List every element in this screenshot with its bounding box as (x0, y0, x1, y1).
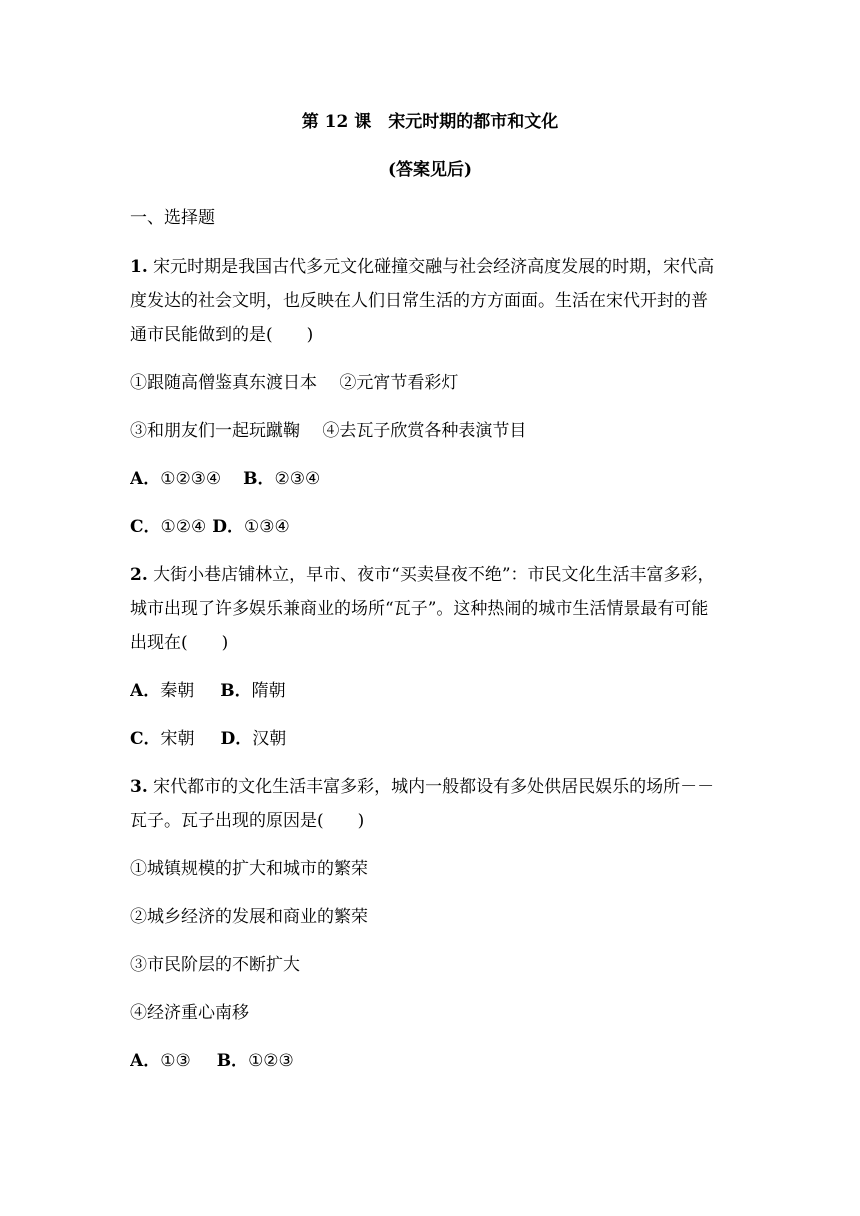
q2-option-a-label: A． (130, 681, 161, 701)
q1-option-d-text: ①③④ (244, 517, 290, 537)
q2-option-b-label: B． (220, 681, 252, 701)
q1-option-b-text: ②③④ (274, 469, 321, 489)
q2-option-b-text: 隋朝 (251, 681, 286, 701)
question-3-item-4: ④经济重心南移 (130, 1003, 249, 1023)
question-2-line-3: 出现在( ) (130, 633, 229, 653)
question-1-number: 1. (130, 257, 148, 277)
question-2-line-1 (130, 563, 750, 587)
question-3-item-3: ③市民阶层的不断扩大 (130, 955, 300, 975)
question-1-text-1: 宋元时期是我国古代多元文化碰撞交融与社会经济高度发展的时期，宋代高 (147, 257, 715, 277)
q3-option-a-text: ①③ (160, 1051, 191, 1071)
question-2-line-2: 城市出现了许多娱乐兼商业的场所“瓦子”。这种热闹的城市生活情景最有可能 (130, 599, 709, 619)
question-3-line-2: 瓦子。瓦子出现的原因是( ) (130, 811, 365, 831)
q3-option-b-label: B． (216, 1051, 249, 1071)
q1-option-d-label: D． (212, 517, 245, 537)
section-heading: 一、选择题 (130, 208, 215, 228)
q2-option-d-text: 汉朝 (252, 729, 287, 749)
answer-note: (答案见后) (387, 160, 473, 180)
question-2-options-ab (130, 679, 750, 703)
q1-option-b-label: B． (243, 469, 275, 489)
q3-option-a-label: A． (130, 1051, 161, 1071)
question-1-items-1: ①跟随高僧鉴真东渡日本 ②元宵节看彩灯 (130, 373, 459, 393)
question-2-number: 2. (130, 565, 148, 585)
question-3-text-1: 宋代都市的文化生活丰富多彩，城内一般都设有多处供居民娱乐的场所－－ (147, 777, 715, 797)
q1-option-c-text: ①②④ (160, 517, 207, 537)
q2-option-c-label: C． (130, 729, 161, 749)
question-3-options-ab (130, 1049, 750, 1073)
question-1-options-cd (130, 515, 750, 539)
question-1-items-2: ③和朋友们一起玩蹴鞠 ④去瓦子欣赏各种表演节目 (130, 421, 527, 441)
question-1-line-3: 通市民能做到的是( ) (130, 325, 314, 345)
lesson-title: 第 12 课 宋元时期的都市和文化 (301, 112, 559, 132)
question-3-item-1: ①城镇规模的扩大和城市的繁荣 (130, 859, 368, 879)
q2-option-d-label: D． (220, 729, 253, 749)
q1-option-a-label: A． (130, 469, 161, 489)
question-1-options-ab (130, 467, 750, 491)
q1-option-c-label: C． (130, 517, 161, 537)
q3-option-b-text: ①②③ (248, 1051, 294, 1071)
q2-option-c-text: 宋朝 (160, 729, 195, 749)
question-3-line-1 (130, 775, 750, 799)
q1-option-a-text: ①②③④ (160, 469, 222, 489)
question-2-options-cd (130, 727, 750, 751)
question-1-line-1 (130, 255, 750, 279)
question-1-line-2: 度发达的社会文明，也反映在人们日常生活的方方面面。生活在宋代开封的普 (130, 291, 708, 311)
question-3-number: 3. (130, 777, 148, 797)
q2-option-a-text: 秦朝 (160, 681, 195, 701)
question-2-text-1: 大街小巷店铺林立，早市、夜市“买卖昼夜不绝”：市民文化生活丰富多彩， (147, 565, 715, 585)
question-3-item-2: ②城乡经济的发展和商业的繁荣 (130, 907, 368, 927)
